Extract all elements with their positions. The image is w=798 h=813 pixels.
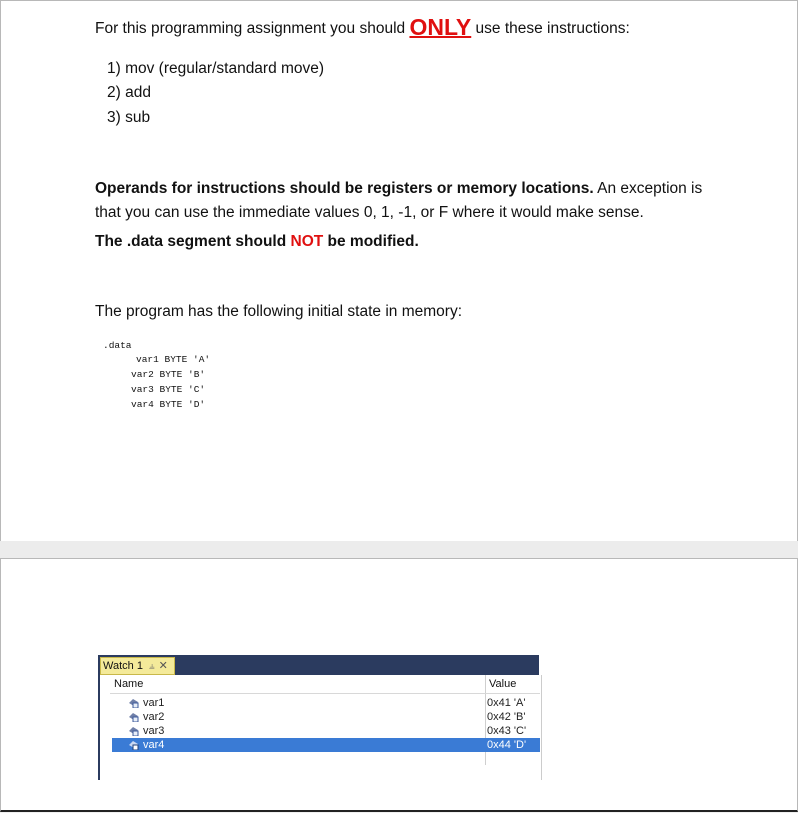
watch-row[interactable] (112, 724, 540, 738)
row-name: var4 (143, 739, 165, 751)
data-rule-after: be modified. (323, 233, 419, 250)
row-value: 0x43 'C' (487, 725, 527, 737)
code-line: var1 BYTE 'A' (136, 354, 211, 365)
code-line: var4 BYTE 'D' (131, 399, 206, 410)
pin-icon[interactable]: ⫨ (148, 661, 155, 672)
operands-bold: Operands for instructions should be registers or memory locations. (95, 180, 594, 197)
row-name: var3 (143, 725, 165, 737)
watch-tab[interactable] (100, 657, 175, 675)
instruction-item: 1) mov (regular/standard move) (107, 60, 325, 77)
data-rule-emphasis: NOT (290, 233, 324, 250)
instruction-item: 2) add (107, 84, 151, 101)
intro-before: For this programming assignment you should (95, 20, 410, 37)
watch-tab-label: Watch 1 (103, 660, 143, 672)
header-divider (110, 693, 540, 694)
instruction-item: 3) sub (107, 109, 151, 126)
operands-paragraph (95, 177, 725, 225)
variable-icon (128, 740, 139, 750)
variable-icon (128, 726, 139, 736)
watch-title-bar (98, 655, 539, 675)
intro-emphasis: ONLY (409, 14, 472, 40)
panel-divider (0, 541, 798, 558)
row-name: var1 (143, 697, 165, 709)
intro-line (95, 14, 630, 41)
row-value: 0x41 'A' (487, 697, 526, 709)
code-line: var3 BYTE 'C' (131, 384, 206, 395)
row-name: var2 (143, 711, 165, 723)
code-line: .data (103, 340, 132, 351)
watch-row-selected[interactable] (112, 738, 540, 752)
code-line: var2 BYTE 'B' (131, 369, 206, 380)
row-value: 0x44 'D' (487, 739, 527, 751)
data-rule-before: The .data segment should (95, 233, 291, 250)
column-header-name[interactable]: Name (114, 678, 144, 690)
watch-window (98, 655, 539, 780)
variable-icon (128, 712, 139, 722)
watch-row[interactable] (112, 696, 540, 710)
column-header-value[interactable]: Value (489, 678, 517, 690)
row-value: 0x42 'B' (487, 711, 526, 723)
watch-grid (98, 675, 542, 780)
data-rule (95, 233, 419, 251)
state-heading: The program has the following initial state in memory: (95, 303, 462, 320)
operands-rest: An exception is that you can use the immediate values 0, 1, -1, or F where it would make sense. (95, 180, 703, 221)
close-icon[interactable]: ✕ (158, 660, 168, 672)
intro-after: use these instructions: (471, 20, 630, 37)
variable-icon (128, 698, 139, 708)
watch-row[interactable] (112, 710, 540, 724)
